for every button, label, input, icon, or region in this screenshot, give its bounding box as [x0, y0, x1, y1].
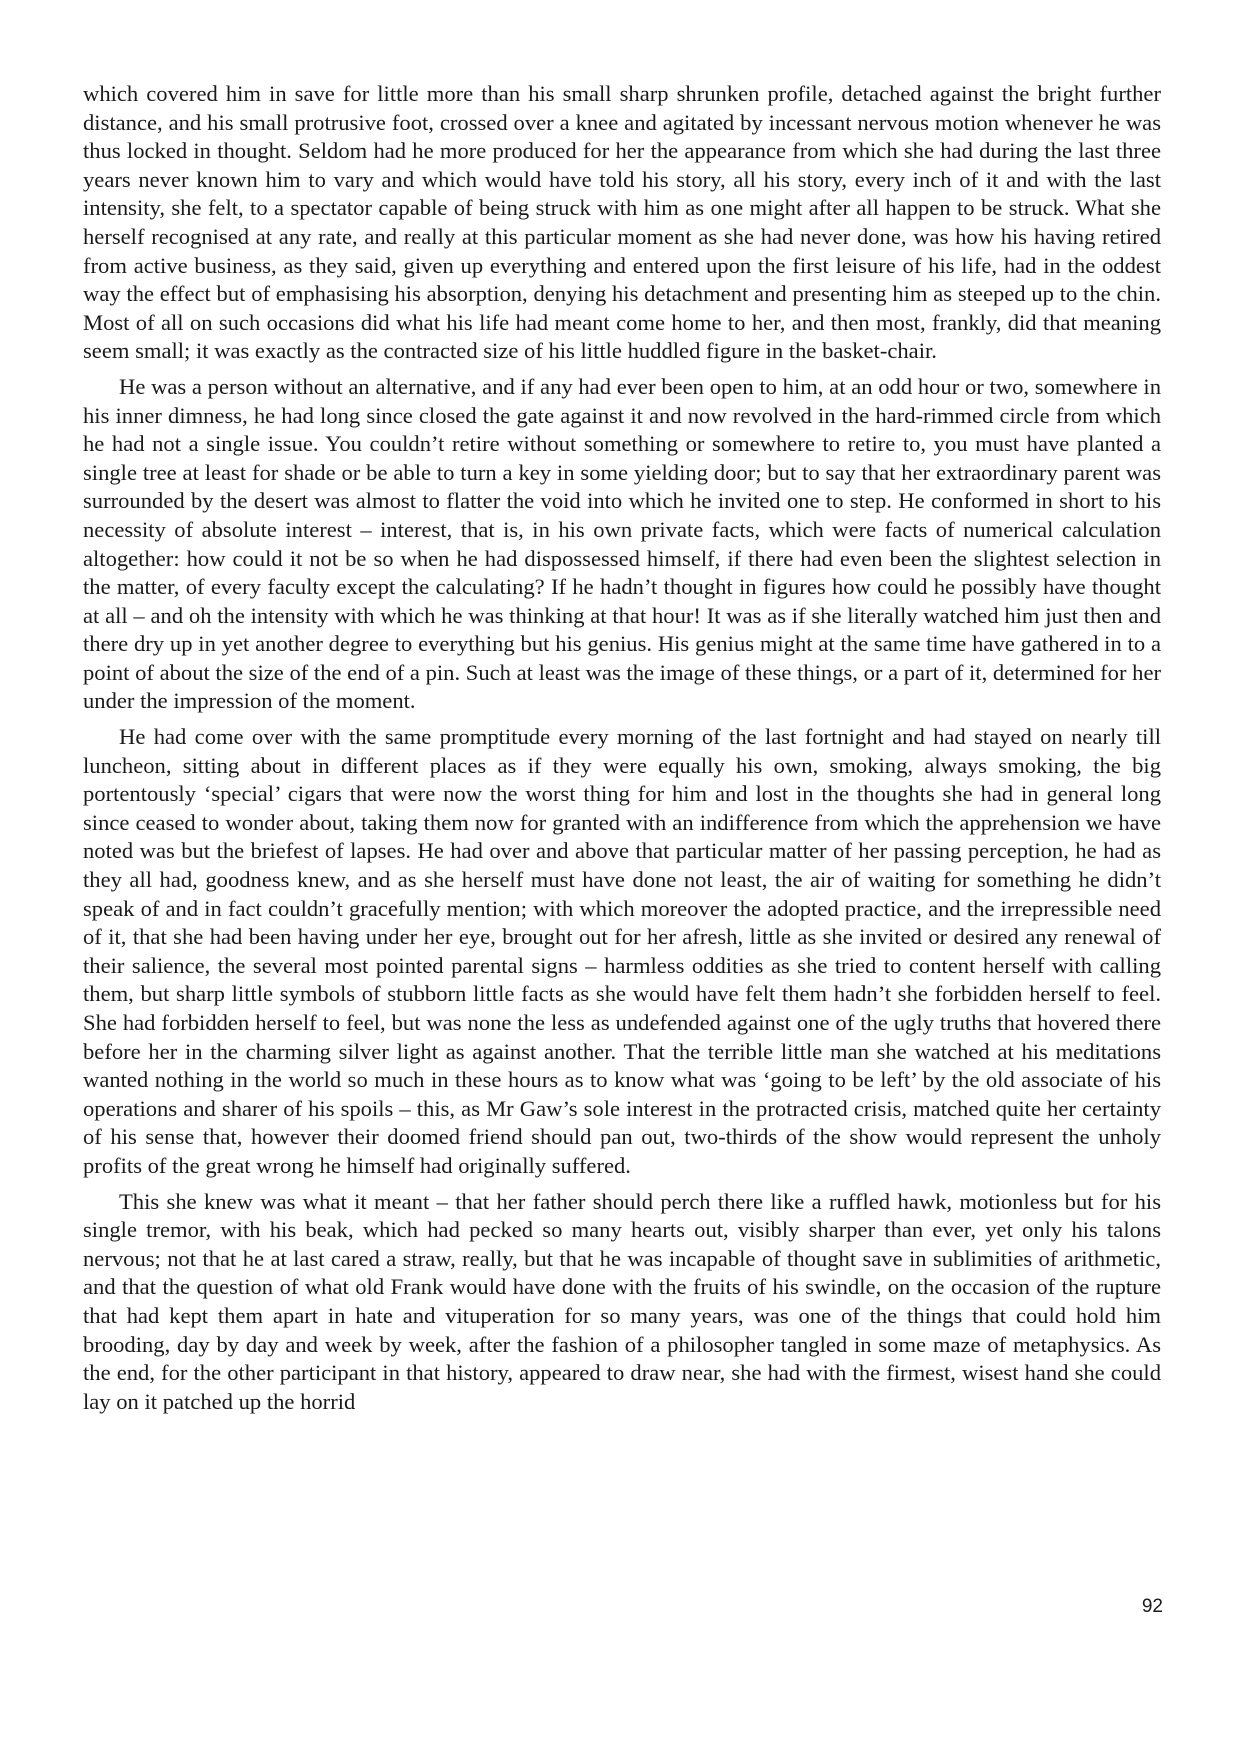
body-text: [83, 80, 1161, 1423]
paragraph-1-continuation: which covered him in save for little more than his small sharp shrunken profile, detached against the bright further distance, and his small protrusive foot, crossed over a knee and agitated by incessant nervous motion whenever he was thus locked in thought. Seldom had he more produced for her the appearance from which she had during the last three years never known him to vary and which would have told his story, all his story, every inch of it and with the last intensity, she felt, to a spectator capable of being struck with him as one might after all happen to be struck. What she herself recognised at any rate, and really at this particular moment as she had never done, was how his having retired from active business, as they said, given up everything and entered upon the first leisure of his life, had in the oddest way the effect but of emphasising his absorption, denying his detachment and presenting him as steeped up to the chin. Most of all on such occasions did what his life had meant come home to her, and then most, frankly, did that meaning seem small; it was exactly as the contracted size of his little huddled figure in the basket-chair.: [83, 81, 1161, 364]
paragraph-4: This she knew was what it meant – that her father should perch there like a ruffled hawk, motionless but for his single tremor, with his beak, which had pecked so many hearts out, visibly sharper than ever, yet only his talons nervous; not that he at last cared a straw, really, but that he was incapable of thought save in sublimities of arithmetic, and that the question of what old Frank would have done with the fruits of his swindle, on the occasion of the rupture that had kept them apart in hate and vituperation for so many years, was one of the things that could hold him brooding, day by day and week by week, after the fashion of a philosopher tangled in some maze of metaphysics. As the end, for the other participant in that history, appeared to draw near, she had with the firmest, wisest hand she could lay on it patched up the horrid: [83, 1188, 1161, 1414]
paragraph-2: He was a person without an alternative, and if any had ever been open to him, at an odd hour or two, somewhere in his inner dimness, he had long since closed the gate against it and now revolved in the hard-rimmed circle from which he had not a single issue. You couldn’t retire without something or somewhere to retire to, you must have planted a single tree at least for shade or be able to turn a key in some yielding door; but to say that her extraordinary parent was surrounded by the desert was almost to flatter the void into which he invited one to step. He conformed in short to his necessity of absolute interest – interest, that is, in his own private facts, which were facts of numerical calculation altogether: how could it not be so when he had dispossessed himself, if there had even been the slightest selection in the matter, of every faculty except the calculating? If he hadn’t thought in figures how could he possibly have thought at all – and oh the intensity with which he was thinking at that hour! It was as if she literally watched him just then and there dry up in yet another degree to everything but his genius. His genius might at the same time have gathered in to a point of about the size of the end of a pin. Such at least was the image of these things, or a part of it, determined for her under the impression of the moment.: [83, 373, 1161, 714]
page-number: 92: [1141, 1596, 1163, 1617]
paragraph-3: He had come over with the same promptitude every morning of the last fortnight and had stayed on nearly till luncheon, sitting about in different places as if they were equally his own, smoking, always smoking, the big portentously ‘special’ cigars that were now the worst thing for him and lost in the thoughts she had in general long since ceased to wonder about, taking them now for granted with an indifference from which the apprehension we have noted was but the briefest of lapses. He had over and above that particular matter of her passing perception, he had as they all had, goodness knew, and as she herself must have done not least, the air of waiting for something he didn’t speak of and in fact couldn’t gracefully mention; with which moreover the adopted practice, and the irrepressible need of it, that she had been having under her eye, brought out for her afresh, little as she invited or desired any renewal of their salience, the several most pointed parental signs – harmless oddities as she tried to content herself with calling them, but sharp little symbols of stubborn little facts as she would have felt them hadn’t she forbidden herself to feel. She had forbidden herself to feel, but was none the less as undefended against one of the ugly truths that hovered there before her in the charming silver light as against another. That the terrible little man she watched at his meditations wanted nothing in the world so much in these hours as to know what was ‘going to be left’ by the old associate of his operations and sharer of his spoils – this, as Mr Gaw’s sole interest in the protracted crisis, matched quite her certainty of his sense that, however their doomed friend should pan out, two-thirds of the show would represent the unholy profits of the great wrong he himself had originally suffered.: [83, 724, 1161, 1178]
